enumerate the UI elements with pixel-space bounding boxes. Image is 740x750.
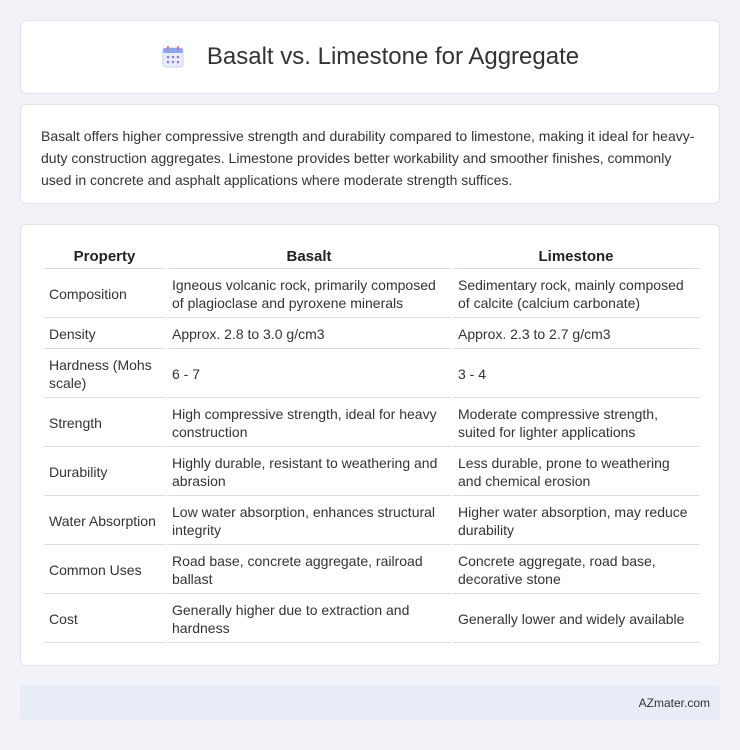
limestone-cell: 3 - 4: [453, 351, 699, 398]
basalt-cell: Road base, concrete aggregate, railroad ballast: [167, 547, 451, 594]
basalt-cell: Approx. 2.8 to 3.0 g/cm3: [167, 320, 451, 349]
table-header-row: [44, 245, 699, 269]
footer-site-link[interactable]: AZmater.com: [638, 696, 710, 710]
header-limestone: Limestone: [453, 245, 699, 269]
property-cell: Water Absorption: [44, 498, 165, 545]
footer: [20, 686, 720, 720]
table-row: [44, 449, 699, 496]
basalt-cell: Igneous volcanic rock, primarily composed of plagioclase and pyroxene minerals: [167, 271, 451, 318]
basalt-cell: Highly durable, resistant to weathering and abrasion: [167, 449, 451, 496]
table-row: [44, 400, 699, 447]
page-title: Basalt vs. Limestone for Aggregate: [206, 43, 580, 70]
basalt-cell: High compressive strength, ideal for heavy construction: [167, 400, 451, 447]
basalt-cell: Generally higher due to extraction and hardness: [167, 596, 451, 643]
table-row: [44, 271, 699, 318]
limestone-cell: Higher water absorption, may reduce durability: [453, 498, 699, 545]
basalt-cell: Low water absorption, enhances structural integrity: [167, 498, 451, 545]
title-card: [20, 20, 720, 94]
calendar-icon: [161, 45, 185, 69]
property-cell: Composition: [44, 271, 165, 318]
limestone-cell: Sedimentary rock, mainly composed of calcite (calcium carbonate): [453, 271, 699, 318]
summary-text: Basalt offers higher compressive strength and durability compared to limestone, making it ideal for heavy-duty construction aggregates. Limestone provides better workability and smoother finishes, commonly used in concrete and asphalt applications where moderate strength suffices.: [41, 128, 695, 188]
limestone-cell: Generally lower and widely available: [453, 596, 699, 643]
summary-card: [20, 104, 720, 204]
property-cell: Hardness (Mohs scale): [44, 351, 165, 398]
limestone-cell: Concrete aggregate, road base, decorative stone: [453, 547, 699, 594]
limestone-cell: Approx. 2.3 to 2.7 g/cm3: [453, 320, 699, 349]
limestone-cell: Less durable, prone to weathering and chemical erosion: [453, 449, 699, 496]
property-cell: Density: [44, 320, 165, 349]
header-property: Property: [44, 245, 165, 269]
table-row: [44, 498, 699, 545]
table-row: [44, 547, 699, 594]
property-cell: Cost: [44, 596, 165, 643]
table-row: [44, 320, 699, 349]
property-cell: Durability: [44, 449, 165, 496]
header-basalt: Basalt: [167, 245, 451, 269]
table-row: [44, 351, 699, 398]
limestone-cell: Moderate compressive strength, suited for lighter applications: [453, 400, 699, 447]
property-cell: Strength: [44, 400, 165, 447]
basalt-cell: 6 - 7: [167, 351, 451, 398]
comparison-table: [42, 243, 701, 645]
table-row: [44, 596, 699, 643]
comparison-table-card: [20, 224, 720, 666]
property-cell: Common Uses: [44, 547, 165, 594]
